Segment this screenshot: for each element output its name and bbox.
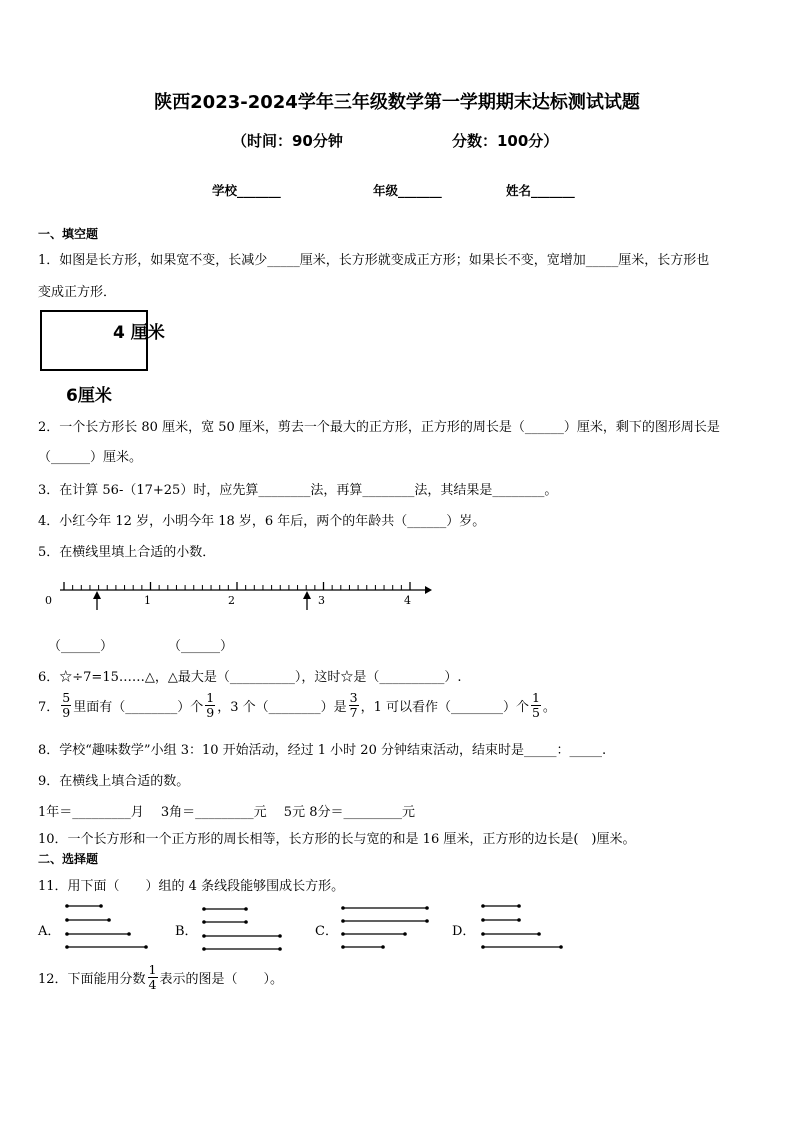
q7-prefix: 7．	[38, 700, 60, 715]
option-b[interactable]: B．	[175, 924, 198, 939]
fraction-5-9: $\frac{5}{9}$	[62, 690, 71, 720]
fraction-1-4: $\frac{1}{4}$	[148, 962, 157, 992]
question-5: 5．在横线里填上合适的小数．	[38, 545, 216, 560]
fraction-1-9: $\frac{1}{9}$	[206, 690, 215, 720]
question-1-line2: 变成正方形．	[38, 285, 117, 300]
question-4: 4．小红今年 12 岁，小明今年 18 岁，6 年后，两个的年龄共（______）岁。	[38, 514, 486, 529]
question-9: 9．在横线上填合适的数。	[38, 774, 190, 789]
q12-suffix: 表示的图是（ ）。	[159, 972, 284, 987]
section-choice: 二、选择题	[38, 852, 99, 866]
question-7	[38, 691, 556, 720]
question-1-line1: 1．如图是长方形，如果宽不变，长减少_____厘米，长方形就变成正方形；如果长不变，宽增加_____厘米，长方形也	[38, 253, 710, 268]
q7-text-2: ，3 个（________）是	[217, 700, 347, 715]
option-c-segments	[341, 906, 429, 949]
q7-text-3: ，1 可以看作（________）个	[360, 700, 529, 715]
question-2-line1: 2．一个长方形长 80 厘米，宽 50 厘米，剪去一个最大的正方形，正方形的周长是（______）厘米，剩下的图形周长是	[38, 420, 720, 435]
q7-text-1: 里面有（________）个	[73, 700, 204, 715]
q12-prefix: 12．下面能用分数	[38, 972, 146, 987]
answer-blank-1[interactable]: （______）	[48, 639, 114, 654]
section-fill-blank: 一、填空题	[38, 227, 99, 241]
answer-blank-2[interactable]: （______）	[168, 639, 234, 654]
option-b-segments	[202, 907, 282, 951]
tick-label-3: 3	[318, 594, 325, 607]
question-2-line2: （______）厘米。	[38, 450, 143, 465]
name-field[interactable]: 姓名_______	[506, 183, 575, 198]
option-d-segments	[481, 904, 563, 949]
number-line	[40, 576, 440, 616]
tick-label-0: 0	[45, 594, 52, 607]
exam-time: （时间：90分钟	[232, 132, 343, 150]
page-title: 陕西2023-2024学年三年级数学第一学期期末达标测试试题	[154, 92, 640, 113]
option-a-segments	[65, 904, 148, 949]
fraction-3-7: $\frac{3}{7}$	[349, 690, 358, 720]
tick-label-2: 2	[228, 594, 235, 607]
option-d[interactable]: D．	[452, 924, 476, 939]
question-10: 10．一个长方形和一个正方形的周长相等，长方形的长与宽的和是 16 厘米，正方形的边长是( )厘米。	[38, 832, 636, 847]
q7-text-4: 。	[542, 700, 556, 715]
tick-label-4: 4	[404, 594, 411, 607]
question-8: 8．学校“趣味数学”小组 3：10 开始活动，经过 1 小时 20 分钟结束活动，结束时是_____：_____.	[38, 743, 607, 758]
option-a[interactable]: A．	[38, 924, 61, 939]
school-field[interactable]: 学校_______	[212, 183, 281, 198]
question-6: 6．☆÷7=15……△，△最大是（__________），这时☆是（__________）.	[38, 670, 462, 685]
tick-label-1: 1	[144, 594, 151, 607]
option-c[interactable]: C．	[315, 924, 338, 939]
rectangle-width-label: 4 厘米	[113, 323, 165, 343]
rectangle-length-label: 6厘米	[66, 386, 112, 406]
question-3: 3．在计算 56-（17+25）时，应先算________法，再算________法，其结果是________。	[38, 483, 558, 498]
segment-options-figure	[60, 900, 580, 955]
fraction-1-5: $\frac{1}{5}$	[531, 690, 540, 720]
grade-field[interactable]: 年级_______	[373, 183, 442, 198]
question-11: 11．用下面（ ）组的 4 条线段能够围成长方形。	[38, 879, 345, 894]
question-9-blanks: 1年＝_________月 3角＝_________元 5元 8分＝_________元	[38, 805, 415, 820]
exam-score: 分数：100分）	[452, 132, 559, 150]
question-12	[38, 963, 283, 992]
